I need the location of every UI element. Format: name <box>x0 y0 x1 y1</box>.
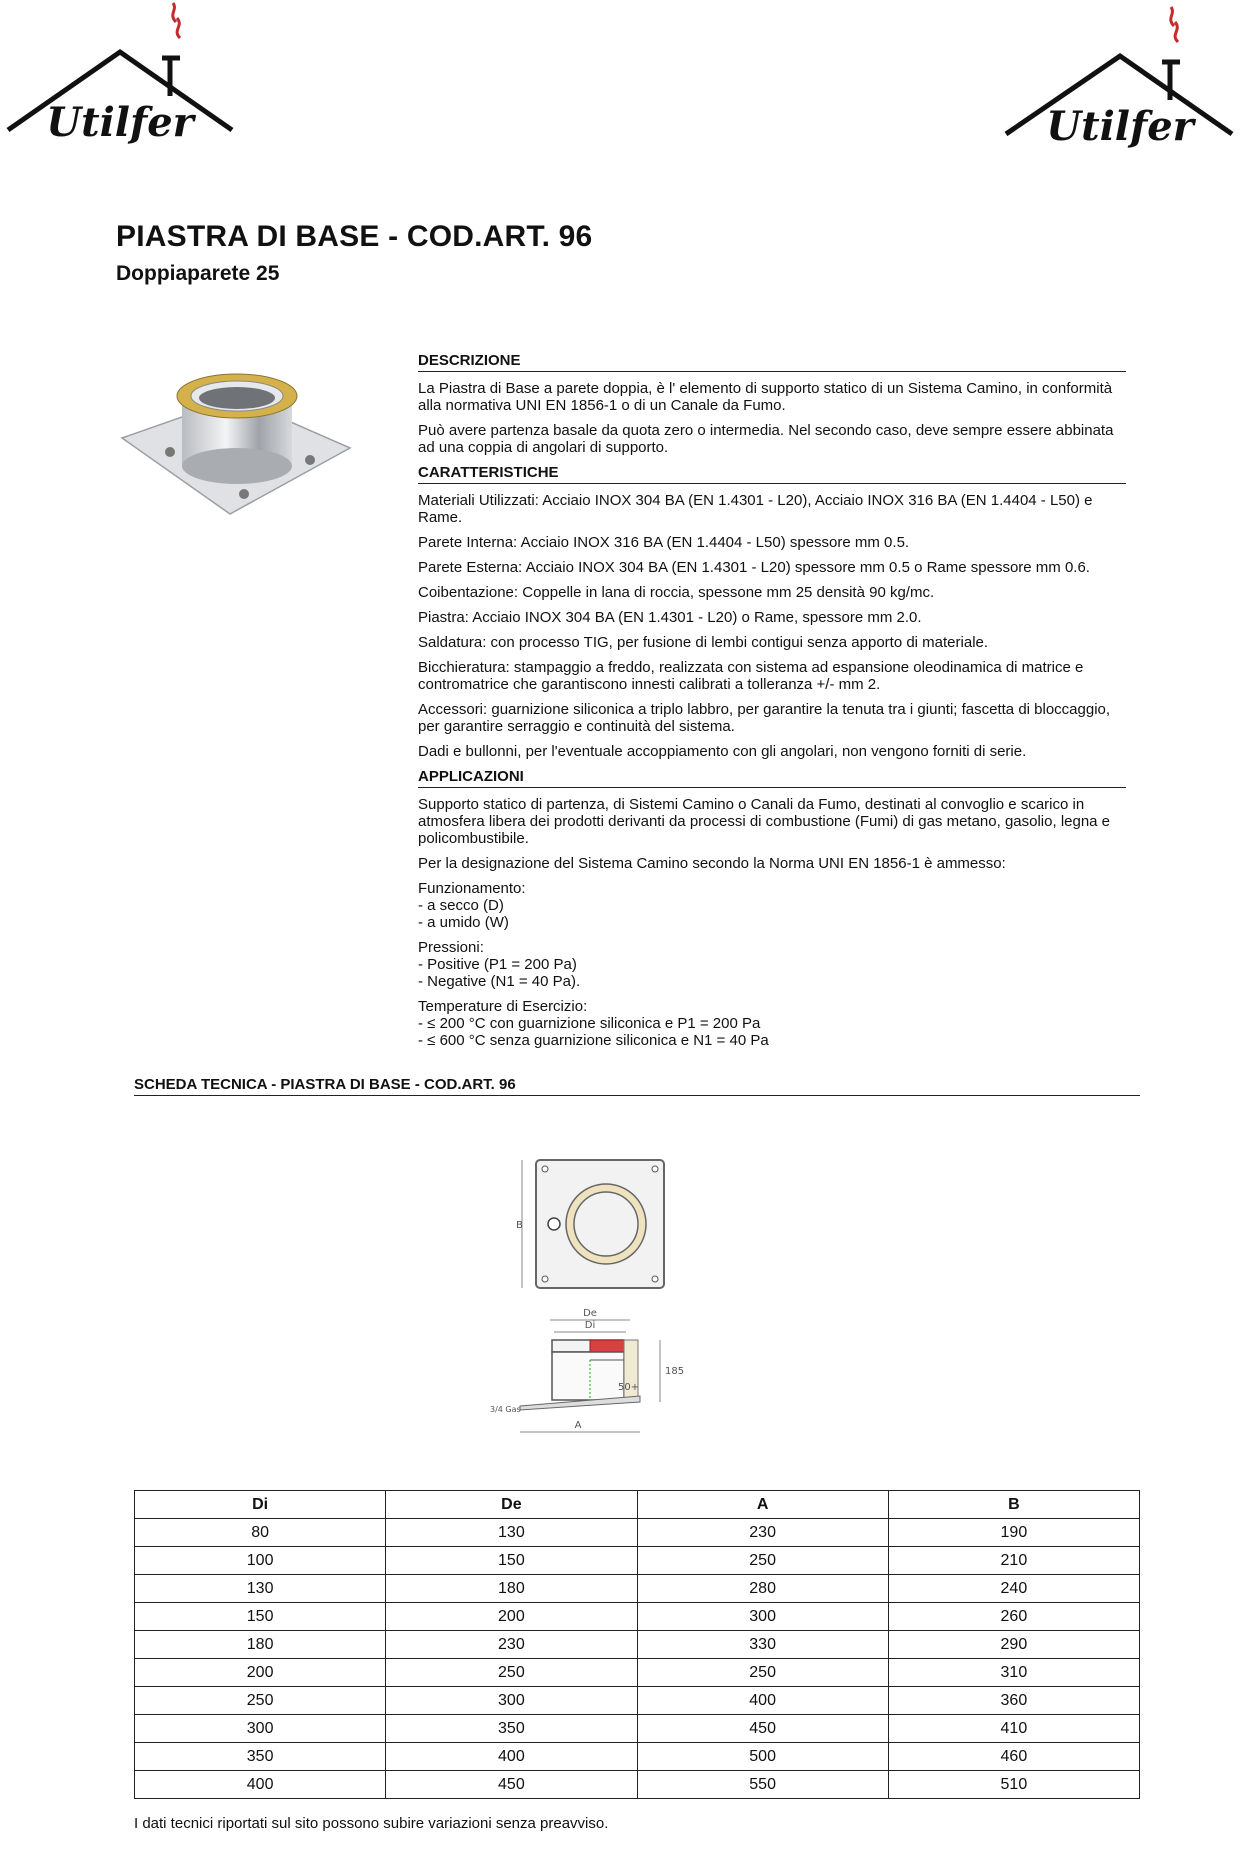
table-row <box>135 1771 1140 1799</box>
descrizione-paragraph: La Piastra di Base a parete doppia, è l' elemento di supporto statico di un Sistema Camino, in conformità alla normativa UNI EN 1856-1 o di un Canale da Fumo. <box>418 380 1113 414</box>
caratteristiche-paragraph: Parete Esterna: Acciaio INOX 304 BA (EN 1.4301 - L20) spessore mm 0.5 o Rame spessore mm 0.6. <box>418 559 1090 576</box>
table-cell: 450 <box>637 1715 888 1743</box>
page-subtitle: Doppiaparete 25 <box>116 262 280 285</box>
footer-disclaimer: I dati tecnici riportati sul sito possono subire variazioni senza preavviso. <box>134 1815 609 1832</box>
table-cell: 360 <box>888 1687 1139 1715</box>
table-cell: 230 <box>637 1519 888 1547</box>
dim-label-di: Di <box>584 1320 596 1331</box>
table-cell: 400 <box>386 1743 637 1771</box>
caratteristiche-paragraph: Coibentazione: Coppelle in lana di roccia, spessone mm 25 densità 90 kg/mc. <box>418 584 935 601</box>
column-header: A <box>637 1491 888 1519</box>
table-cell: 400 <box>135 1771 386 1799</box>
table-cell: 130 <box>386 1519 637 1547</box>
table-row <box>135 1659 1140 1687</box>
applicazioni-paragraph: Per la designazione del Sistema Camino secondo la Norma UNI EN 1856-1 è ammesso: <box>418 855 1006 872</box>
table-cell: 400 <box>637 1687 888 1715</box>
table-cell: 250 <box>637 1659 888 1687</box>
table-row <box>135 1575 1140 1603</box>
utilfer-logo-left <box>0 0 240 160</box>
dimensions-table <box>134 1490 1140 1799</box>
utilfer-logo-right <box>998 0 1240 165</box>
table-cell: 300 <box>386 1687 637 1715</box>
product-image <box>120 368 352 518</box>
table-cell: 300 <box>135 1715 386 1743</box>
table-cell: 450 <box>386 1771 637 1799</box>
table-row <box>135 1631 1140 1659</box>
dim-label-height: 185 <box>665 1366 685 1377</box>
table-cell: 200 <box>135 1659 386 1687</box>
caratteristiche-paragraph: Bicchieratura: stampaggio a freddo, realizzata con sistema ad espansione oleodinamica di matrice e contromatrice che garantiscono innesti calibrati a tolleranza +/- mm 2. <box>418 659 1084 693</box>
table-cell: 410 <box>888 1715 1139 1743</box>
table-row <box>135 1547 1140 1575</box>
page-title: PIASTRA DI BASE - COD.ART. 96 <box>116 220 593 253</box>
table-cell: 290 <box>888 1631 1139 1659</box>
applicazioni-paragraph: Supporto statico di partenza, di Sistemi Camino o Canali da Fumo, destinati al convoglio e scarico in atmosfera libera dei prodotti derivanti da processi di combustione (Fumi) di gas metano, gasolio, legna e policombustibile. <box>418 796 1111 847</box>
applicazioni-paragraph: Temperature di Esercizio: - ≤ 200 °C con guarnizione siliconica e P1 = 200 Pa - ≤ 600 °C senza guarnizione siliconica e N1 = 40 Pa <box>418 998 769 1049</box>
column-header: De <box>386 1491 637 1519</box>
table-cell: 150 <box>386 1547 637 1575</box>
content-column <box>418 352 1126 1057</box>
column-header: B <box>888 1491 1139 1519</box>
table-cell: 230 <box>386 1631 637 1659</box>
brand-name-left: Utilfer <box>46 99 194 146</box>
table-cell: 550 <box>637 1771 888 1799</box>
descrizione-paragraph: Può avere partenza basale da quota zero o intermedia. Nel secondo caso, deve sempre essere abbinata ad una coppia di angolari di supporto. <box>418 422 1114 456</box>
table-cell: 350 <box>386 1715 637 1743</box>
table-cell: 190 <box>888 1519 1139 1547</box>
table-cell: 460 <box>888 1743 1139 1771</box>
section-heading-applicazioni: APPLICAZIONI <box>418 768 1126 788</box>
table-cell: 150 <box>135 1603 386 1631</box>
table-cell: 210 <box>888 1547 1139 1575</box>
table-cell: 330 <box>637 1631 888 1659</box>
caratteristiche-paragraph: Parete Interna: Acciaio INOX 316 BA (EN 1.4404 - L50) spessore mm 0.5. <box>418 534 910 551</box>
table-cell: 250 <box>386 1659 637 1687</box>
table-cell: 240 <box>888 1575 1139 1603</box>
table-cell: 280 <box>637 1575 888 1603</box>
brand-name-right: Utilfer <box>1046 103 1194 150</box>
technical-drawing <box>490 1150 710 1450</box>
applicazioni-paragraph: Funzionamento: - a secco (D) - a umido (W) <box>418 880 526 931</box>
dim-label-de: De <box>583 1308 597 1319</box>
table-row <box>135 1715 1140 1743</box>
column-header: Di <box>135 1491 386 1519</box>
table-cell: 180 <box>135 1631 386 1659</box>
dim-label-b: B <box>516 1220 523 1231</box>
caratteristiche-paragraph: Saldatura: con processo TIG, per fusione di lembi contigui senza apporto di materiale. <box>418 634 989 651</box>
table-cell: 350 <box>135 1743 386 1771</box>
caratteristiche-paragraph: Materiali Utilizzati: Acciaio INOX 304 BA (EN 1.4301 - L20), Acciaio INOX 316 BA (EN 1.4404 - L50) e Rame. <box>418 492 1093 526</box>
table-cell: 80 <box>135 1519 386 1547</box>
table-cell: 310 <box>888 1659 1139 1687</box>
table-cell: 180 <box>386 1575 637 1603</box>
section-heading-descrizione: DESCRIZIONE <box>418 352 1126 372</box>
table-cell: 250 <box>135 1687 386 1715</box>
section-heading-caratteristiche: CARATTERISTICHE <box>418 464 1126 484</box>
applicazioni-paragraph: Pressioni: - Positive (P1 = 200 Pa) - Negative (N1 = 40 Pa). <box>418 939 581 990</box>
table-header-row <box>135 1491 1140 1519</box>
dim-label-offset: 50+ <box>618 1382 640 1393</box>
dim-label-gas: 3/4 Gas <box>490 1405 521 1414</box>
table-cell: 130 <box>135 1575 386 1603</box>
table-cell: 300 <box>637 1603 888 1631</box>
table-row <box>135 1743 1140 1771</box>
table-row <box>135 1519 1140 1547</box>
caratteristiche-paragraph: Piastra: Acciaio INOX 304 BA (EN 1.4301 - L20) o Rame, spessore mm 2.0. <box>418 609 922 626</box>
table-cell: 200 <box>386 1603 637 1631</box>
caratteristiche-paragraph: Dadi e bullonni, per l'eventuale accoppiamento con gli angolari, non vengono forniti di serie. <box>418 743 1027 760</box>
scheda-tecnica-heading: SCHEDA TECNICA - PIASTRA DI BASE - COD.ART. 96 <box>134 1076 1140 1096</box>
table-row <box>135 1603 1140 1631</box>
table-cell: 510 <box>888 1771 1139 1799</box>
table-cell: 100 <box>135 1547 386 1575</box>
dim-label-a: A <box>574 1420 582 1431</box>
table-cell: 250 <box>637 1547 888 1575</box>
caratteristiche-paragraph: Accessori: guarnizione siliconica a triplo labbro, per garantire la tenuta tra i giunti; fascetta di bloccaggio, per garantire serraggio e continuità del sistema. <box>418 701 1111 735</box>
table-row <box>135 1687 1140 1715</box>
table-cell: 500 <box>637 1743 888 1771</box>
table-cell: 260 <box>888 1603 1139 1631</box>
